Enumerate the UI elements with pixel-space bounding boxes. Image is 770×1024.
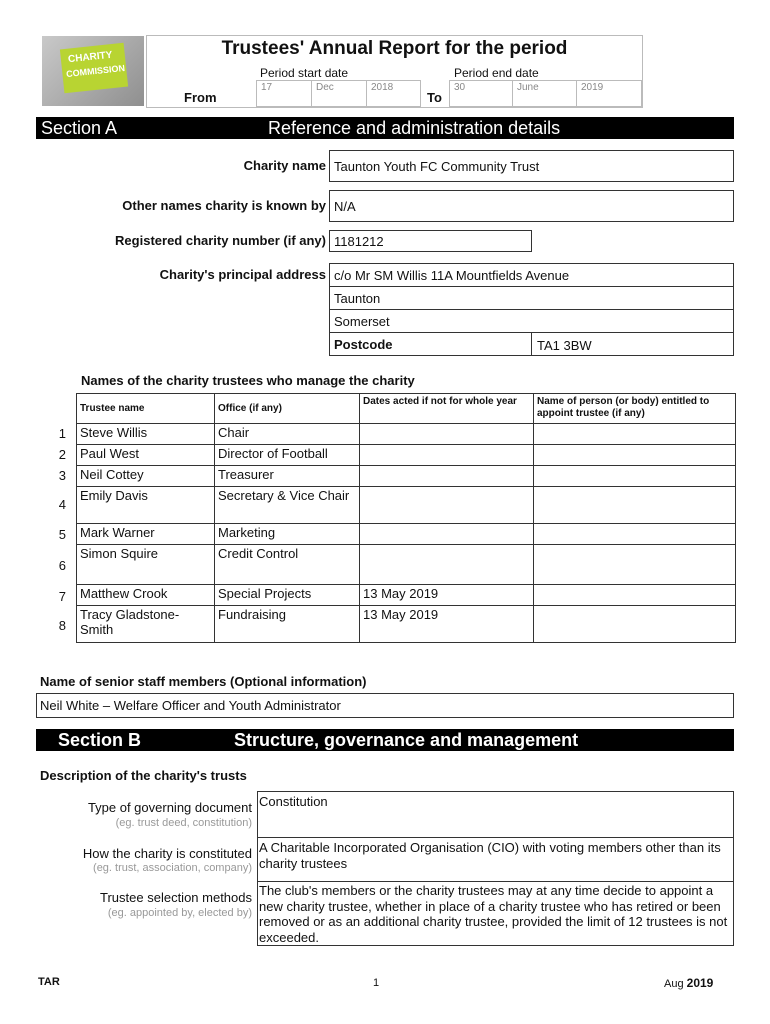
charity-commission-logo [42,36,144,106]
end-day[interactable]: 30 [454,82,466,93]
governing-doc-label: Type of governing document [87,800,252,815]
start-date-fields [256,80,421,107]
section-a-subtitle: Reference and administration details [268,118,561,138]
other-names-value: N/A [334,199,356,214]
charity-name-field[interactable] [329,150,734,182]
trustee-appointer[interactable] [534,424,736,445]
period-end-label: Period end date [454,66,539,80]
start-year[interactable]: 2018 [371,82,394,93]
trustee-name[interactable]: Mark Warner [77,524,215,545]
trustee-name[interactable]: Steve Willis [77,424,215,445]
trustee-dates[interactable]: 13 May 2019 [360,606,534,643]
trustee-appointer[interactable] [534,524,736,545]
postcode-value[interactable]: TA1 3BW [537,338,592,353]
col-header-trustee: Trustee name [77,394,215,424]
section-a-bar [36,117,734,139]
reg-number-value: 1181212 [334,234,384,249]
footer-form-code: TAR [38,976,60,988]
to-label: To [427,90,442,105]
footer-date-month: Aug [664,978,684,990]
trusts-description-label: Description of the charity's trusts [40,768,247,783]
trustee-name[interactable]: Paul West [77,445,215,466]
trustee-appointer[interactable] [534,466,736,487]
col-header-appointer: Name of person (or body) entitled to appoint trustee (if any) [534,394,736,424]
table-row [77,585,736,606]
trustee-dates[interactable] [360,545,534,585]
address-line-2: Taunton [334,291,381,306]
footer-date-year: 2019 [686,976,714,990]
row-number: 6 [58,558,66,573]
address-line-3: Somerset [334,314,390,329]
charity-name-label: Charity name [243,158,326,173]
postcode-label: Postcode [334,337,393,352]
row-number: 7 [58,589,66,604]
footer-date [664,976,713,990]
row-number: 5 [58,527,66,542]
row-number: 4 [58,497,66,512]
senior-staff-field[interactable] [36,693,734,718]
page-title: Trustees' Annual Report for the period [221,38,568,59]
from-label: From [184,90,217,105]
constituted-value[interactable]: A Charitable Incorporated Organisation (CIO) with voting members other than its charity trustees [259,840,721,871]
end-date-fields [449,80,642,107]
table-row [77,487,736,524]
trustee-name[interactable]: Matthew Crook [77,585,215,606]
start-month[interactable]: Dec [316,82,334,93]
end-month[interactable]: June [517,82,539,93]
table-row [77,606,736,643]
trustee-dates[interactable] [360,424,534,445]
trustee-dates[interactable] [360,487,534,524]
row-number: 3 [58,468,66,483]
trustee-appointer[interactable] [534,545,736,585]
trustee-appointer[interactable] [534,487,736,524]
trustee-office[interactable]: Secretary & Vice Chair [215,487,360,524]
end-year[interactable]: 2019 [581,82,604,93]
section-b-title: Section B [58,730,142,750]
other-names-field[interactable] [329,190,734,222]
trustees-table [76,393,736,643]
trustee-office[interactable]: Credit Control [215,545,360,585]
table-row [77,524,736,545]
trustee-name[interactable]: Neil Cottey [77,466,215,487]
trustee-dates[interactable] [360,445,534,466]
section-a-title: Section A [41,118,118,138]
trustee-office[interactable]: Special Projects [215,585,360,606]
trustee-office[interactable]: Fundraising [215,606,360,643]
senior-staff-value: Neil White – Welfare Officer and Youth Administrator [40,698,341,713]
other-names-label: Other names charity is known by [122,198,326,213]
table-row [77,545,736,585]
start-day[interactable]: 17 [261,82,273,93]
trustee-dates[interactable]: 13 May 2019 [360,585,534,606]
trustee-appointer[interactable] [534,606,736,643]
row-number: 8 [58,618,66,633]
address-line-1: c/o Mr SM Willis 11A Mountfields Avenue [334,268,570,283]
selection-label: Trustee selection methods [100,890,252,905]
footer-page-number: 1 [373,977,380,989]
trustee-office[interactable]: Treasurer [215,466,360,487]
address-label: Charity's principal address [159,267,326,282]
governing-doc-hint: (eg. trust deed, constitution) [115,817,252,829]
trustees-caption: Names of the charity trustees who manage the charity [81,373,415,388]
logo-text-line1: CHARITY [67,49,113,66]
table-row [77,424,736,445]
governing-doc-value[interactable]: Constitution [259,794,328,809]
trustee-office[interactable]: Marketing [215,524,360,545]
trustee-appointer[interactable] [534,445,736,466]
constituted-hint: (eg. trust, association, company) [93,862,252,874]
trustee-office[interactable]: Chair [215,424,360,445]
section-b-subtitle: Structure, governance and management [234,730,579,750]
trustee-dates[interactable] [360,466,534,487]
trustee-office[interactable]: Director of Football [215,445,360,466]
trustee-name[interactable]: Emily Davis [77,487,215,524]
selection-value[interactable]: The club's members or the charity trustees may at any time decide to appoint a new charity trustee, whether in place of a charity trustee who has retired or been removed or as an additional charity trustee, provided the limit of 12 trustees is not exceeded. [259,883,728,945]
row-number: 1 [58,426,66,441]
col-header-dates: Dates acted if not for whole year [360,394,534,424]
period-start-label: Period start date [260,66,349,80]
section-b-bar [36,729,734,751]
table-row [77,466,736,487]
constituted-label: How the charity is constituted [82,846,252,861]
trustee-name[interactable]: Simon Squire [77,545,215,585]
charity-name-value: Taunton Youth FC Community Trust [334,159,540,174]
selection-hint: (eg. appointed by, elected by) [107,907,252,919]
trustee-name[interactable]: Tracy Gladstone-Smith [77,606,215,643]
reg-number-field[interactable] [329,230,532,252]
table-row [77,445,736,466]
row-number: 2 [58,447,66,462]
logo-text-line2: COMMISSION [65,62,126,80]
trustee-appointer[interactable] [534,585,736,606]
reg-number-label: Registered charity number (if any) [115,233,326,248]
trustee-dates[interactable] [360,524,534,545]
senior-staff-label: Name of senior staff members (Optional information) [40,674,367,689]
col-header-office: Office (if any) [215,394,360,424]
